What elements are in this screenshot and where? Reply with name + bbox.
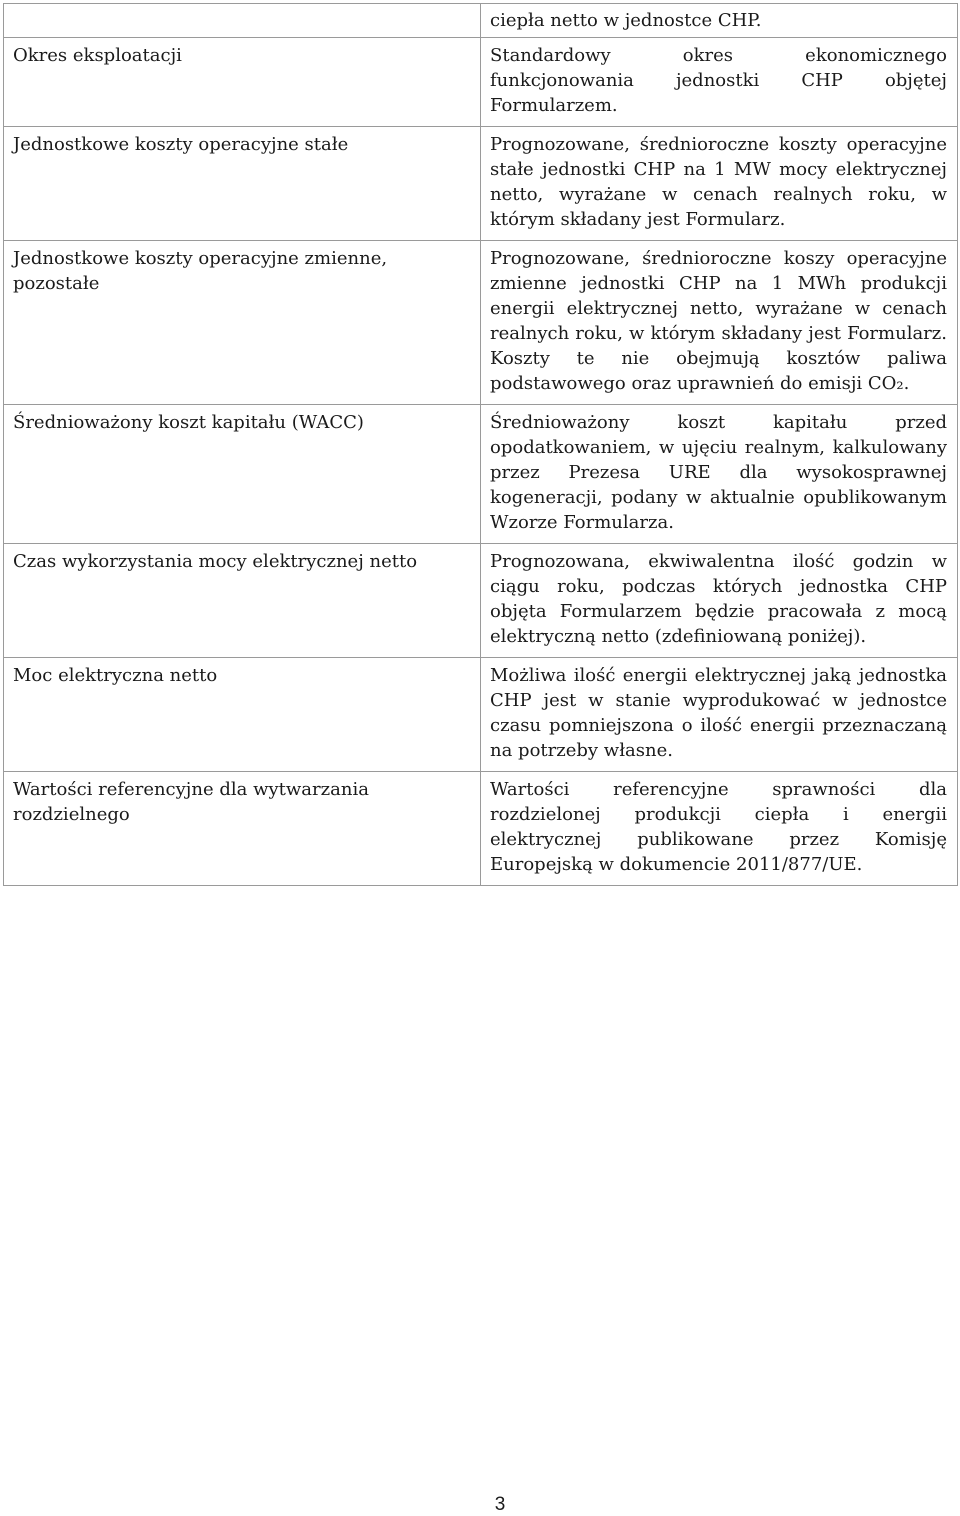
description-cell: Prognozowane, średnioroczne koszty operacyjne stałe jednostki CHP na 1 MW mocy elektrycznej netto, wyrażane w cenach realnych roku, w którym składany jest Formularz. (481, 127, 958, 241)
term-cell: Wartości referencyjne dla wytwarzania rozdzielnego (4, 772, 481, 886)
description-cell: Prognozowane, średnioroczne koszy operacyjne zmienne jednostki CHP na 1 MWh produkcji energii elektrycznej netto, wyrażane w cenach realnych roku, w którym składany jest Formularz. Koszty te nie obejmują kosztów paliwa podstawowego oraz uprawnień do emisji CO₂. (481, 241, 958, 405)
term-cell: Moc elektryczna netto (4, 658, 481, 772)
table-row (4, 544, 958, 658)
table-row (4, 772, 958, 886)
description-cell: Średnioważony koszt kapitału przed opodatkowaniem, w ujęciu realnym, kalkulowany przez Prezesa URE dla wysokosprawnej kogeneracji, podany w aktualnie opublikowanym Wzorze Formularza. (481, 405, 958, 544)
description-cell: Standardowy okres ekonomicznego funkcjonowania jednostki CHP objętej Formularzem. (481, 38, 958, 127)
table-row (4, 658, 958, 772)
description-cell: Wartości referencyjne sprawności dla rozdzielonej produkcji ciepła i energii elektrycznej publikowane przez Komisję Europejską w dokumencie 2011/877/UE. (481, 772, 958, 886)
term-cell: Średnioważony koszt kapitału (WACC) (4, 405, 481, 544)
definitions-table (3, 3, 958, 886)
table-row (4, 241, 958, 405)
table-row (4, 127, 958, 241)
table-row (4, 4, 958, 38)
description-cell: Możliwa ilość energii elektrycznej jaką jednostka CHP jest w stanie wyprodukować w jednostce czasu pomniejszona o ilość energii przeznaczaną na potrzeby własne. (481, 658, 958, 772)
table-row (4, 38, 958, 127)
description-cell: Prognozowana, ekwiwalentna ilość godzin w ciągu roku, podczas których jednostka CHP objęta Formularzem będzie pracowała z mocą elektryczną netto (zdefiniowaną poniżej). (481, 544, 958, 658)
term-cell: Jednostkowe koszty operacyjne stałe (4, 127, 481, 241)
description-cell: ciepła netto w jednostce CHP. (481, 4, 958, 38)
term-cell: Okres eksploatacji (4, 38, 481, 127)
term-cell (4, 4, 481, 38)
term-cell: Czas wykorzystania mocy elektrycznej netto (4, 544, 481, 658)
table-row (4, 405, 958, 544)
page-number: 3 (494, 1494, 506, 1515)
term-cell: Jednostkowe koszty operacyjne zmienne, pozostałe (4, 241, 481, 405)
